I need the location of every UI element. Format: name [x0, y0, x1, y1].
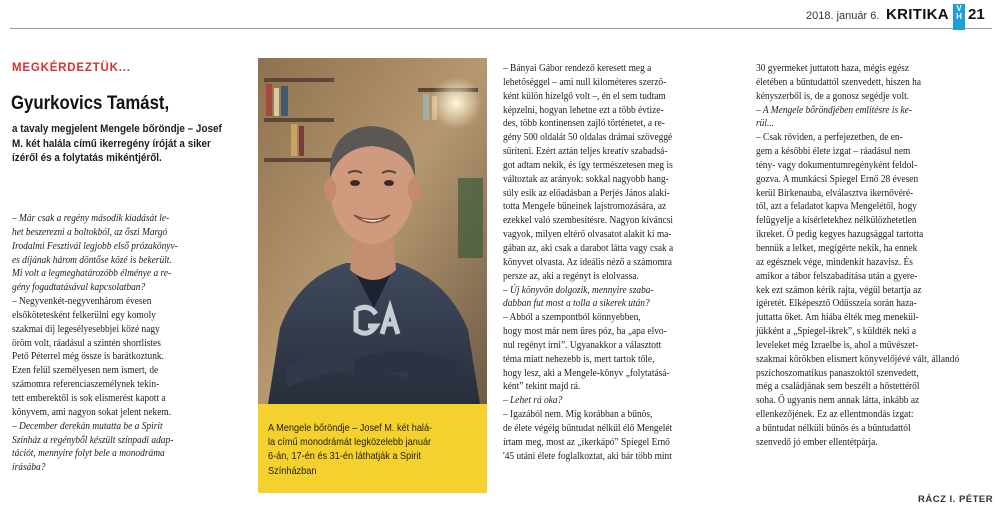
author-byline: RÁCZ I. PÉTER [918, 494, 994, 505]
answer-line: gem a későbbi élete izgat – ráadásul nem [756, 146, 911, 158]
answer-line: Pető Péterrel még össze is barátkoztunk. [12, 351, 164, 363]
answer-line: öröm volt, ráadásul a szintén shortlistes [12, 337, 161, 349]
kicker: MEGKÉRDEZTÜK... [12, 62, 131, 74]
lead-line: M. két halála című ikerregény íróját a siker [12, 137, 211, 150]
answer-line: ként külön hízelgő volt –, én el sem tudtam [503, 90, 666, 102]
answer-line: kek ezt számon kérik rajta, végül betartja az [756, 284, 922, 296]
answer-line: 30 gyermeket juttatott haza, mégis egész [756, 63, 910, 74]
answer-line: gény 500 oldalát 50 oldalas drámai szöveggé [503, 132, 673, 144]
answer-line: vagyok, milyen eltérő olvasatot alakít ki ma- [503, 229, 672, 241]
caption-line: A Mengele bőröndje – Josef M. két halá- [268, 423, 433, 434]
answer-line: hogy most már nem üres póz, ha „apa elvo- [503, 326, 667, 338]
answer-line: kerül Birkenauba, elválasztva ikernővéré- [756, 187, 914, 199]
logo-letter-v: V [956, 4, 962, 13]
question-line: Irodalmi Fesztivál legjobb első prózakönyv- [12, 240, 178, 252]
answer-line: ként” tekint majd rá. [503, 381, 581, 393]
question-line: – Új könyvön dolgozik, mennyire szaba- [503, 284, 654, 296]
answer-line: Ezen felül személyesen nem ismert, de [12, 365, 159, 377]
caption-line: 6-án, 17-én és 31-én láthatják a Spirit [268, 451, 421, 463]
answer-line: sűríteni. Ezért aztán teljes kreatív szabadsá- [503, 146, 668, 158]
answer-line: számomra referenciaszemélynek tekin- [12, 379, 160, 391]
question-line: es díjának három döntőse közé is bekerült. [12, 254, 172, 266]
answer-line: lehetőséggel – ami null kilométeres szerző- [503, 76, 667, 88]
answer-line: gában az, aki csak a darabot látta vagy csak a [503, 242, 674, 254]
answer-line: könyvem, ami nagyon sokat jelent nekem. [12, 406, 172, 418]
answer-line: totta Mengele bűneinek lajstromozására, az [503, 201, 667, 213]
answer-line: jükként a „Spiegel-ikrek”, s küldték neki a [756, 326, 917, 338]
lead-line: ízéről és a folytatás mikéntjéről. [12, 152, 162, 165]
answer-line: től, azt a feladatot kapva Mengelétől, hogy [756, 201, 917, 213]
lead-paragraph [12, 122, 254, 166]
answer-line: – Csak röviden, a perfejezetben, de en- [756, 132, 903, 144]
caption-line: Színházban [268, 465, 317, 477]
question-line: tációt, mennyire folyt bele a monodráma [12, 448, 165, 460]
answer-line: ellenkezőjének. Ez az ellentmondás izgat: [756, 409, 914, 421]
answer-line: téma miatt nehezebb is, mert tartok tőle, [503, 353, 655, 365]
answer-line: súly esik az előadásban a Perjés János alakí- [503, 187, 670, 199]
portrait-photo [258, 58, 487, 404]
answer-line: a bűntudat nélküli bűnös és a bűntudattól [756, 422, 911, 434]
answer-line: '45 utáni élete foglalkoztat, aki bár több mint [503, 450, 672, 462]
answer-line: képzelni, hogyan lehetne ezt a több évtize- [503, 104, 664, 116]
question-line: dabban fut most a tolla a sikerek után? [503, 298, 650, 310]
portrait-illustration [258, 58, 487, 404]
question-line: írásába? [12, 462, 46, 474]
answer-line: ígéretét. Elképesztő Odüsszeia során haza- [756, 298, 917, 310]
answer-line: – Abból a szempontból könnyebben, [503, 312, 641, 324]
answer-line: gozva. A munkácsi Spiegel Ernő 28 évesen [756, 173, 919, 185]
answer-line: könyvet olvasta. Az ideális néző a számomra [503, 256, 672, 268]
photo-caption [258, 404, 487, 493]
answer-line: – Bányai Gábor rendező keresett meg a [503, 63, 652, 74]
answer-line: bennük a lelket, megígérte nekik, ha ennek [756, 242, 918, 254]
answer-line: amikor a tábor felszabadítása után a gyere- [756, 270, 918, 282]
answer-line: szakmai körökben elismert könyvelőjévé vált, állandó [756, 353, 960, 365]
answer-line: elsőkötetesként felkerülni egy komoly [12, 309, 156, 321]
header-rule [10, 28, 992, 29]
question-line: gény fogadtatásával kapcsolatban? [12, 282, 146, 294]
answer-line: de élete végéig büntudat nélkül élő Mengelét [503, 422, 673, 434]
answer-line: felügyelje a kísérletekhez nélkülözhetetlen [756, 215, 917, 227]
lead-line: a tavaly megjelent Mengele bőröndje – Josef [12, 123, 222, 135]
question-line: – December derekán mutatta be a Spirit [12, 420, 163, 432]
answer-line: tett emberektől is sok elismerést kapott a [12, 392, 166, 404]
question-line: Mi volt a legmeghatározóbb élménye a re- [12, 268, 172, 280]
headline: Gyurkovics Tamást, [11, 92, 170, 114]
answer-line: írtam meg, most az „ikerkápó” Spiegel Ernő [503, 436, 670, 448]
answer-line: hogy lesz, aki a Mengele-könyv „folytatásá- [503, 367, 670, 379]
answer-line: szenvedő jó ember ellentétpárja. [756, 436, 878, 448]
answer-line: az egésznek vége, mindenkit hazavisz. És [756, 256, 913, 268]
question-line: – Lehet rá oka? [503, 395, 563, 407]
answer-line: persze az, aki a regényt is elolvassa. [503, 270, 639, 282]
question-line: het beszerezni a boltokból, az őszi Margó [12, 226, 168, 238]
answer-line: tény- vagy dokumentumregényként feldol- [756, 159, 918, 171]
answer-line: leveleket még Izraelbe is, ahol a művészet- [756, 339, 919, 351]
question-line: – A Mengele bőröndjében említésre is ke- [756, 104, 912, 116]
caption-line: la című monodrámát legközelebb január [268, 437, 432, 449]
answer-line: juttatta őket. Am hiába élték meg menekül- [756, 312, 919, 324]
answer-line: – Negyvenkét-negyvenhárom évesen [12, 296, 152, 308]
publication-logo [953, 4, 965, 30]
section-title: KRITIKA [886, 6, 949, 23]
answer-line: ikreket. Ő pedig kegyes hazugsággal tartotta [756, 229, 924, 241]
text-column-3 [756, 62, 992, 450]
answer-line: – Igazából nem. Míg korábban a bűnös, [503, 409, 653, 421]
answer-line: nul regényt írni”. Ugyanakkor a választott [503, 339, 662, 351]
page-number: 21 [968, 6, 985, 23]
issue-date: 2018. január 6. [806, 10, 880, 22]
question-line: – Már csak a regény második kiadását le- [12, 213, 170, 224]
answer-line: soha. Ő ugyanis nem annak látta, inkább az [756, 395, 920, 407]
logo-letter-h: H [956, 12, 962, 21]
question-line: rül... [756, 118, 775, 130]
question-line: Színház a regényből készült színpadi adap- [12, 434, 174, 446]
answer-line: kényszerből is, de a gonosz segédje volt. [756, 90, 910, 102]
answer-line: ezekkel való szembesítésre. Nagyon kíváncsi [503, 215, 673, 227]
answer-line: életében a bűntudattól szenvedett, hiszen ha [756, 76, 922, 88]
answer-line: még a családjának sem beszélt a hőstettéről [756, 381, 920, 393]
answer-line: változtak az arányok: sokkal nagyobb hang- [503, 173, 669, 185]
answer-line: szakmai díj legesélyesebbjei közé nagy [12, 323, 160, 335]
text-column-2 [503, 62, 743, 463]
answer-line: pszichoszomatikus panaszoktól szenvedett, [756, 367, 919, 379]
answer-line: des, több kontinensen zajló történetet, a re- [503, 118, 665, 130]
text-column-1 [12, 212, 255, 475]
answer-line: got adtam nekik, és így természetesen meg is [503, 159, 673, 171]
